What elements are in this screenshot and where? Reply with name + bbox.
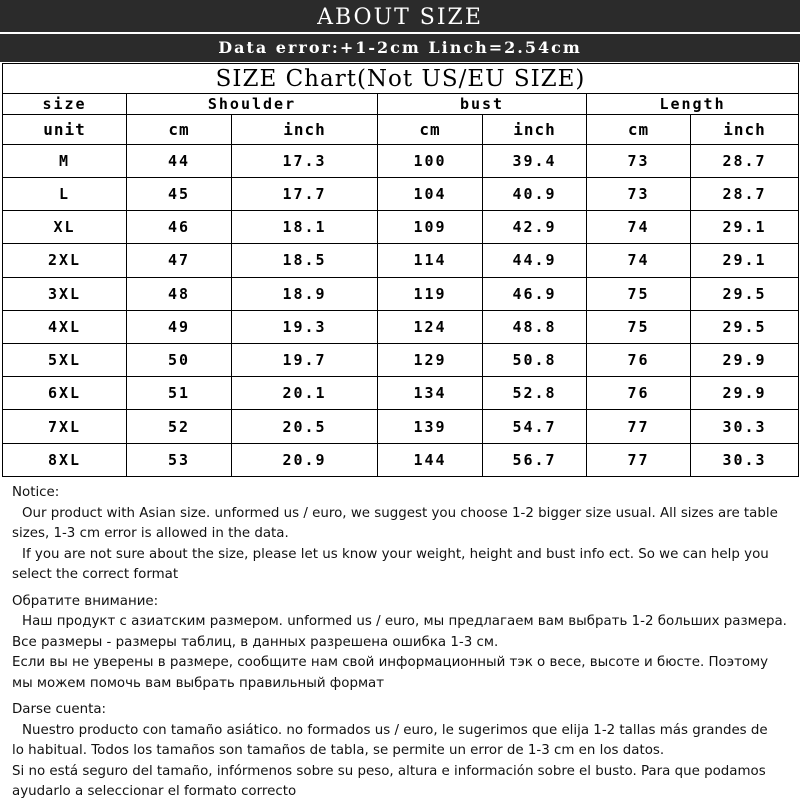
notice-line: ayudarlo a seleccionar el formato correcto [12,784,297,799]
data-error-banner [0,34,800,62]
cell-shoulder-cm: 51 [127,377,232,410]
cell-shoulder-inch: 20.1 [232,377,378,410]
cell-shoulder-cm: 44 [127,144,232,177]
table-row [3,244,799,277]
notice-line: Наш продукт с азиатским размером. unformed us / euro, мы предлагаем вам выбрать 1-2 больших размера. [22,614,787,629]
unit-bust-cm: cm [378,115,483,144]
cell-bust-inch: 52.8 [483,377,587,410]
cell-shoulder-inch: 20.9 [232,443,378,476]
cell-bust-cm: 124 [378,310,483,343]
cell-size: L [3,177,127,210]
unit-shoulder-inch: inch [232,115,378,144]
notice-line: мы можем помочь вам выбрать правильный формат [12,675,385,691]
cell-shoulder-cm: 47 [127,244,232,277]
about-size-banner [0,0,800,34]
cell-length-inch: 30.3 [691,443,799,476]
cell-length-cm: 76 [587,343,691,376]
cell-bust-inch: 54.7 [483,410,587,443]
cell-size: 5XL [3,343,127,376]
cell-length-cm: 74 [587,211,691,244]
notice-russian [12,592,796,695]
unit-length-inch: inch [691,115,799,144]
measurement-group-row [3,94,799,115]
cell-length-inch: 28.7 [691,177,799,210]
table-row [3,310,799,343]
size-chart-title: SIZE Chart(Not US/EU SIZE) [3,64,799,94]
size-chart-body [3,64,799,477]
notice-line: select the correct format [12,567,179,582]
notice-section [12,483,796,809]
unit-shoulder-cm: cm [127,115,232,144]
size-chart-table [2,63,799,477]
cell-shoulder-inch: 18.9 [232,277,378,310]
cell-size: 6XL [3,377,127,410]
table-row [3,277,799,310]
unit-length-cm: cm [587,115,691,144]
cell-size: 4XL [3,310,127,343]
cell-shoulder-inch: 17.7 [232,177,378,210]
cell-shoulder-cm: 48 [127,277,232,310]
cell-length-inch: 30.3 [691,410,799,443]
notice-heading: Darse cuenta: [12,702,107,717]
cell-bust-inch: 46.9 [483,277,587,310]
about-size-title: ABOUT SIZE [317,5,483,30]
cell-length-inch: 29.9 [691,343,799,376]
cell-shoulder-inch: 18.5 [232,244,378,277]
cell-length-cm: 73 [587,177,691,210]
notice-line: Если вы не уверены в размере, сообщите нам свой информационный тэк о весе, высоте и бюсте. Поэтому [12,655,769,670]
cell-shoulder-inch: 20.5 [232,410,378,443]
cell-bust-inch: 48.8 [483,310,587,343]
cell-bust-cm: 119 [378,277,483,310]
cell-bust-cm: 129 [378,343,483,376]
cell-shoulder-cm: 49 [127,310,232,343]
cell-length-inch: 29.5 [691,310,799,343]
cell-size: M [3,144,127,177]
cell-shoulder-inch: 18.1 [232,211,378,244]
cell-shoulder-cm: 53 [127,443,232,476]
notice-line: Nuestro producto con tamaño asiático. no formados us / euro, le sugerimos que elija 1-2 tallas más grandes de [22,722,768,738]
cell-length-inch: 29.1 [691,211,799,244]
cell-size: 8XL [3,443,127,476]
table-row [3,211,799,244]
table-row [3,177,799,210]
cell-shoulder-inch: 17.3 [232,144,378,177]
notice-line: Our product with Asian size. unformed us / euro, we suggest you choose 1-2 bigger size usual. All sizes are table [22,505,778,521]
cell-bust-cm: 144 [378,443,483,476]
notice-heading: Обратите внимание: [12,593,159,609]
cell-shoulder-cm: 50 [127,343,232,376]
cell-shoulder-cm: 45 [127,177,232,210]
cell-bust-inch: 56.7 [483,443,587,476]
cell-length-inch: 28.7 [691,144,799,177]
notice-line: lo habitual. Todos los tamaños son tamaños de tabla, se permite un error de 1-3 cm en los datos. [12,743,665,758]
cell-bust-inch: 44.9 [483,244,587,277]
cell-length-cm: 73 [587,144,691,177]
cell-shoulder-inch: 19.3 [232,310,378,343]
cell-length-inch: 29.1 [691,244,799,277]
cell-bust-inch: 50.8 [483,343,587,376]
table-row [3,377,799,410]
table-row [3,410,799,443]
cell-shoulder-cm: 52 [127,410,232,443]
cell-bust-cm: 100 [378,144,483,177]
cell-length-cm: 77 [587,443,691,476]
cell-size: 7XL [3,410,127,443]
unit-bust-inch: inch [483,115,587,144]
unit-label: unit [3,115,127,144]
cell-size: 3XL [3,277,127,310]
cell-length-cm: 77 [587,410,691,443]
table-row [3,343,799,376]
cell-length-inch: 29.9 [691,377,799,410]
cell-size: XL [3,211,127,244]
notice-line: sizes, 1-3 cm error is allowed in the data. [12,526,289,541]
cell-bust-cm: 134 [378,377,483,410]
cell-length-inch: 29.5 [691,277,799,310]
cell-length-cm: 74 [587,244,691,277]
cell-bust-inch: 39.4 [483,144,587,177]
size-chart-title-row [3,64,799,94]
table-row [3,144,799,177]
group-shoulder: Shoulder [127,94,378,115]
notice-line: If you are not sure about the size, please let us know your weight, height and bust info ect. So we can help you [22,546,769,562]
cell-bust-cm: 104 [378,177,483,210]
group-length: Length [587,94,799,115]
table-row [3,443,799,476]
group-bust: bust [378,94,587,115]
data-error-text: Data error:+1-2cm Linch=2.54cm [218,38,582,57]
cell-shoulder-cm: 46 [127,211,232,244]
notice-line: Все размеры - размеры таблиц, в данных разрешена ошибка 1-3 см. [12,634,499,650]
notice-spanish [12,700,796,803]
notice-english [12,483,796,586]
group-size: size [3,94,127,115]
cell-bust-cm: 139 [378,410,483,443]
cell-length-cm: 75 [587,310,691,343]
cell-bust-cm: 109 [378,211,483,244]
cell-length-cm: 75 [587,277,691,310]
cell-size: 2XL [3,244,127,277]
cell-shoulder-inch: 19.7 [232,343,378,376]
cell-bust-cm: 114 [378,244,483,277]
notice-line: Si no está seguro del tamaño, infórmenos sobre su peso, altura e información sobre el busto. Para que podamos [12,763,766,779]
cell-bust-inch: 40.9 [483,177,587,210]
unit-row [3,115,799,144]
cell-bust-inch: 42.9 [483,211,587,244]
notice-heading: Notice: [12,485,60,500]
cell-length-cm: 76 [587,377,691,410]
